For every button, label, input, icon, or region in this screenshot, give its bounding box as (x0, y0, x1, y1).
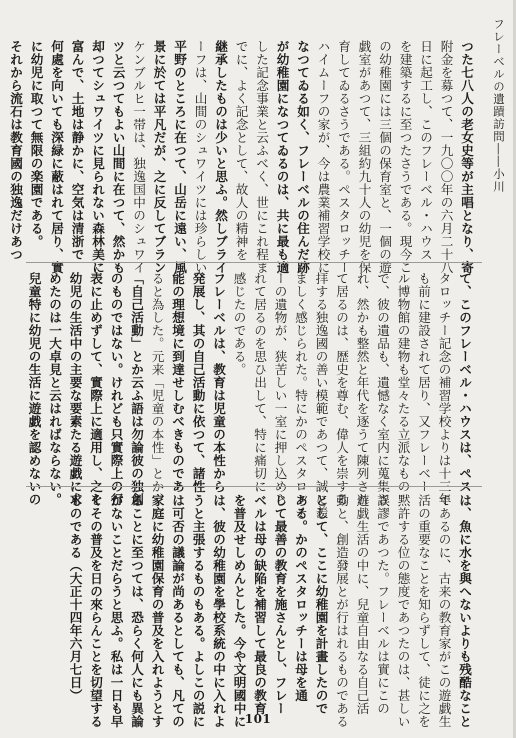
text-line: ものである（大正十四年六月七日） (67, 494, 83, 702)
text-line: 発展し、其の自己活動に依つて、諸性 (190, 272, 206, 493)
text-line: 平野のところに在つて、山岳に遠い、風 (172, 40, 187, 274)
text-line: ケンブルヒ一帯は、独逸国中のシュワイ (131, 40, 146, 274)
text-line: がないことだらうと思ふ。私は一日も早 (108, 494, 124, 728)
text-line: でに、よく記念として、故人の精神を (233, 40, 249, 261)
text-line: を建築するに至つたさうである。現今こ (397, 40, 413, 274)
text-line: を普及せしめんとした。今や文明國中に (231, 494, 247, 728)
text-line: 富んで、土地は静かに、空気は清浙で (69, 40, 85, 261)
text-line: 継承したものは少いと思ふ。然しブライ (213, 40, 228, 274)
text-line: 却つてシュワイツに見られない森林美に (90, 40, 105, 274)
text-line: であるのに、古来の教育家がこの遊戯生 (436, 494, 452, 728)
text-line: それから流石は教育國の独逸だけあつ (8, 40, 23, 261)
text-line: 幼児の生活中の主要な要素たる遊戯に求 (67, 272, 83, 506)
text-line: 戯室があつて、三組約九十人の幼児を保 (356, 40, 372, 274)
text-line: 拝する独逸國の善い模範であつて、誠に羨 (313, 272, 329, 519)
text-line: は、彼の幼稚園を學校系統の中に入れよ (211, 494, 226, 728)
text-line: が幼稚園になつてゐるのは、共に最も適 (274, 40, 290, 274)
text-block-middle (18, 272, 474, 519)
text-line: 育してゐるさうである。ペスタロッチー (336, 40, 351, 274)
text-line: は可否の議論が尚あるとしても、凡ての (170, 494, 185, 728)
text-line: 兒童特に幼児の生活に遊戯を認めないの (26, 272, 42, 506)
text-line: は、魚に水を與へないよりも残酷なこと (457, 494, 472, 728)
text-line: 家庭に幼稚園保育の普及を入れようとす (149, 494, 165, 728)
text-line: した記念事業と云ふべく、世にこれ程ま (254, 40, 269, 274)
text-line: フレーベルは、教育は児童の本性から (211, 272, 226, 493)
column-divider-bottom (26, 486, 482, 487)
running-header: フレーベルの遺蹟訪問――小川 (492, 18, 506, 193)
text-block-top (8, 40, 476, 274)
text-line: 能の理想境に到達せしむべきものであ (170, 272, 185, 493)
text-line: ると為した。元来「児童の本性」とか、 (149, 272, 165, 506)
text-line: ーフは、山間のシュワイツには珍らしい (192, 40, 208, 274)
text-line: ましく感じられた。特にかのペスタロッチ (293, 272, 308, 519)
text-line: 景に於ては平凡だが、之に反してブラン (151, 40, 167, 274)
text-line: 日に起工し、このフレーベル・ハウス (418, 40, 433, 261)
text-line: れ、然かも整然と年代を逐うて陳列され (354, 272, 370, 506)
text-line: て居るのは、歴史を尊む、偉人を崇する (334, 272, 349, 506)
text-line: として、ここに幼稚園を計畫したので (313, 494, 329, 715)
text-line: 誤謬であつた。フレーベルは實にこの (375, 494, 390, 715)
text-line: ル博物館の建物も堂々たる立派なもの (395, 272, 411, 493)
text-line: も前に建設されて居り、又フレーベー (416, 272, 431, 493)
text-line: 感じたのである。 (231, 272, 247, 376)
text-line: ある。かのペスタロッチーは母を通 (293, 494, 308, 702)
text-line: うと主張するものもある。よしこの説に (190, 494, 206, 728)
text-line: 表に止めずして、實際上に適用し、之を (88, 272, 103, 506)
text-line: て、このフレーベル・ハウスは、ペス (457, 272, 472, 493)
text-line: 遊戯生活の中に、兒童自由なる自己活 (354, 494, 370, 715)
text-line: ーの遺物が、狭苦しい一室に押し込めら (272, 272, 288, 506)
text-line: で、彼の遺品も、遺憾なく室内に蒐集さ (375, 272, 390, 506)
text-line: 活の重要なことを知らずして、徒に之を (416, 494, 431, 728)
text-line: 何處を向いても深緑に蔽はれて居り、實 (49, 40, 64, 274)
text-line: ツと云つてもよい山間に在つて、然かも (110, 40, 126, 274)
text-line: に幼児に取つて無限の楽園である。 (28, 40, 44, 248)
text-line: ベルは母の缺陥を補習して最良の教育 (252, 494, 267, 715)
text-line: なつてゐる如く、フレーベルの住んだ跡 (295, 40, 310, 274)
text-line: じて最善の教育を施さんとし、フレー (272, 494, 288, 715)
text-line: 黙許する位の態度であつたのは、甚しい (395, 494, 411, 728)
text-line: の幼稚園には三個の保育室と、一個の遊 (377, 40, 392, 274)
text-line: くその普及を日の來らんことを切望する (88, 494, 103, 728)
text-line: のものではない。けれども只實際上の行 (108, 272, 124, 506)
text-line: めたのは一大卓見と云はればならない。 (47, 272, 62, 506)
page-number: 101 (244, 712, 272, 726)
text-line: 「自己活動」とか云ふ語は勿論彼の独創 (129, 272, 144, 506)
text-line: ることに至つては、恐らく何人にも異論 (129, 494, 144, 728)
text-line: つた七八人の老女史等が主唱となり、寄 (459, 40, 474, 274)
text-line: 動と、創造發展とが行はれるものである (334, 494, 349, 728)
text-line: 附金を募つて、一九〇〇年の六月二十八 (438, 40, 454, 274)
column-divider-top (26, 262, 482, 263)
text-line: タロッチー記念の補習学校よりは十三年 (436, 272, 452, 506)
text-line: ハイムーフの家が、今は農業補習学校に (315, 40, 331, 274)
text-line: れて居るのを思ひ出して、特に痛切に (252, 272, 267, 493)
